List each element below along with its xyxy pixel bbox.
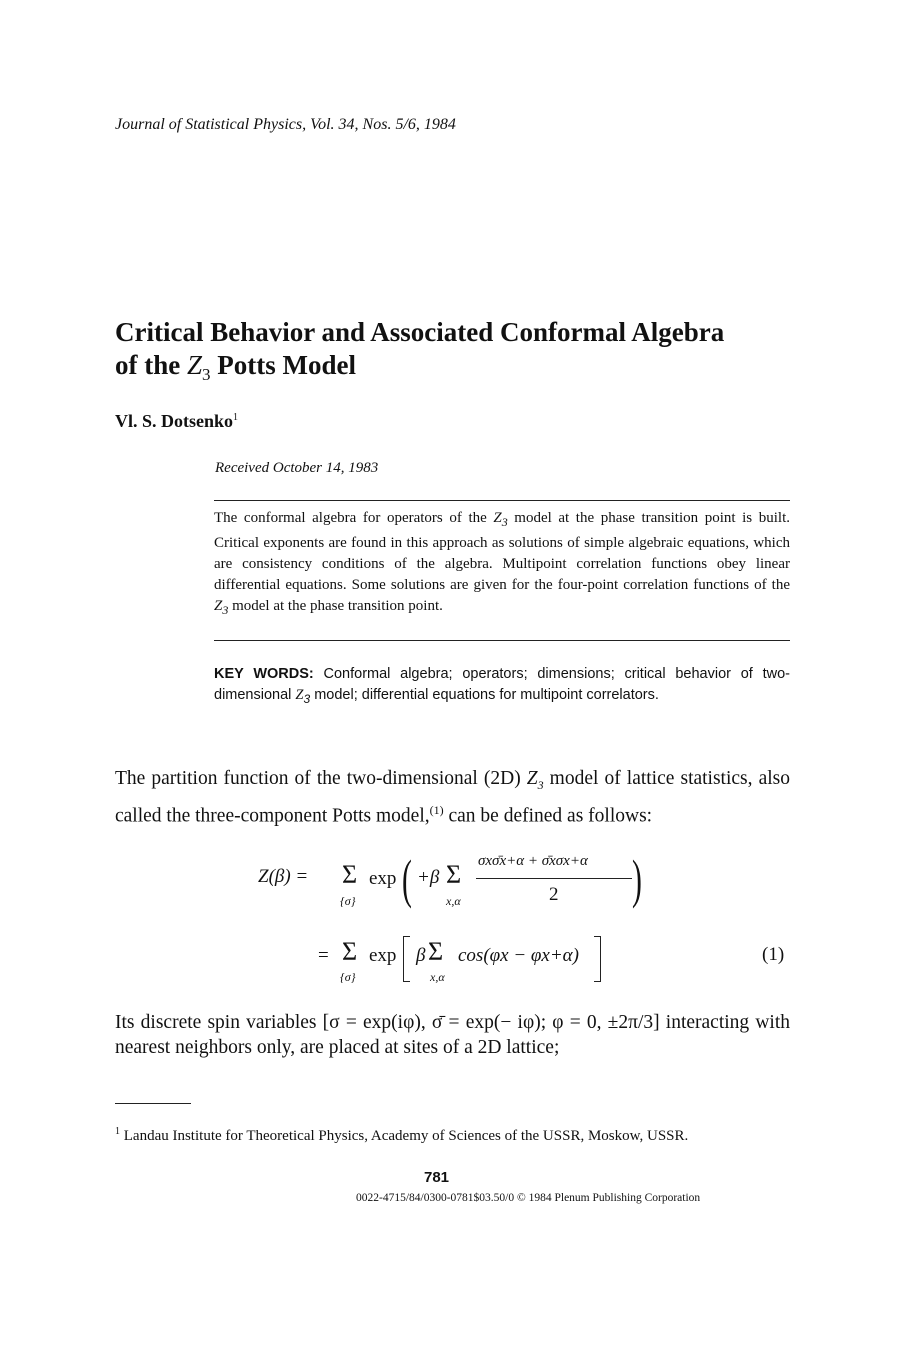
paper-title — [115, 316, 724, 385]
journal-header: Journal of Statistical Physics, Vol. 34, Nos. 5/6, 1984 — [115, 116, 456, 133]
equation-sum-2-sub: x,α — [446, 894, 461, 908]
equation-sum-2: Σ — [446, 860, 462, 889]
key-words-label: KEY WORDS: — [214, 666, 314, 682]
equation-lhs: Z(β) = — [258, 866, 309, 887]
equation-number: (1) — [762, 944, 785, 965]
key-words: KEY WORDS: Conformal algebra; operators; dimensions; critical behavior of two-dimensional $Z_3$ model; differential equations for multipoint correlators. — [214, 666, 790, 706]
equation-cos: cos(φx − φx+α) — [458, 945, 579, 966]
equation-denominator: 2 — [549, 884, 559, 905]
author: Vl. S. Dotsenko$^1$ — [115, 411, 239, 431]
equation-paren-left: ( — [402, 849, 412, 909]
equation-paren-right: ) — [632, 849, 642, 909]
title-line-2: of the $Z_3$ Potts Model — [115, 350, 356, 384]
equation-sum-3-sub: {σ} — [340, 970, 356, 984]
equation-sum-1-sub: {σ} — [340, 894, 356, 908]
equation-sum-4-sub: x,α — [430, 970, 445, 984]
page-number: 781 — [424, 1169, 450, 1186]
equation-fraction-bar — [476, 878, 632, 879]
equation-plus-beta: +β — [417, 867, 440, 888]
equation-bracket-left — [403, 936, 410, 982]
footnote: $^1$ Landau Institute for Theoretical Physics, Academy of Sciences of the USSR, Moskow, USSR. — [115, 1126, 689, 1144]
equation-sum-4: Σ — [428, 937, 444, 966]
copyright-line: 0022-4715/84/0300-0781$03.50/0 © 1984 Plenum Publishing Corporation — [356, 1192, 701, 1204]
author-footnote-mark: 1 — [233, 412, 239, 423]
equation-sum-3: Σ — [342, 937, 358, 966]
paragraph-2: Its discrete spin variables [σ = exp(iφ), σ̄ = exp(− iφ); φ = 0, ±2π/3] interacting with nearest neighbors only, are placed at sites of a 2D lattice; — [115, 1012, 790, 1058]
abstract-top-rule — [214, 500, 790, 501]
title-line-1: Critical Behavior and Associated Conformal Algebra — [115, 317, 725, 347]
paragraph-1: The partition function of the two-dimensional (2D) $Z_3$ model of lattice statistics, also called the three-component Potts model,$^{(1)}$ can be defined as follows: — [115, 768, 790, 827]
equation-exp-2: exp — [369, 945, 397, 966]
abstract: The conformal algebra for operators of the $Z_3$ model at the phase transition point is built. Critical exponents are found in this approach as solutions of simple algebraic equations, which are consistency conditions of the algebra. Multipoint correlation functions obey linear differential equations. Some solutions are given for the four-point correlation functions of the $Z_3$ model at the phase transition point. — [214, 510, 790, 617]
equation-numerator: σxσ̄x+α + σ̄xσx+α — [478, 853, 588, 869]
abstract-bottom-rule — [214, 640, 790, 641]
footnote-rule — [115, 1103, 191, 1104]
equation-bracket-right — [594, 936, 601, 982]
equation-beta: β — [416, 945, 426, 966]
equation-equals-2: = — [318, 945, 329, 966]
equation-sum-1: Σ — [342, 860, 358, 889]
received-date: Received October 14, 1983 — [215, 460, 379, 476]
equation-exp-1: exp — [369, 868, 397, 889]
